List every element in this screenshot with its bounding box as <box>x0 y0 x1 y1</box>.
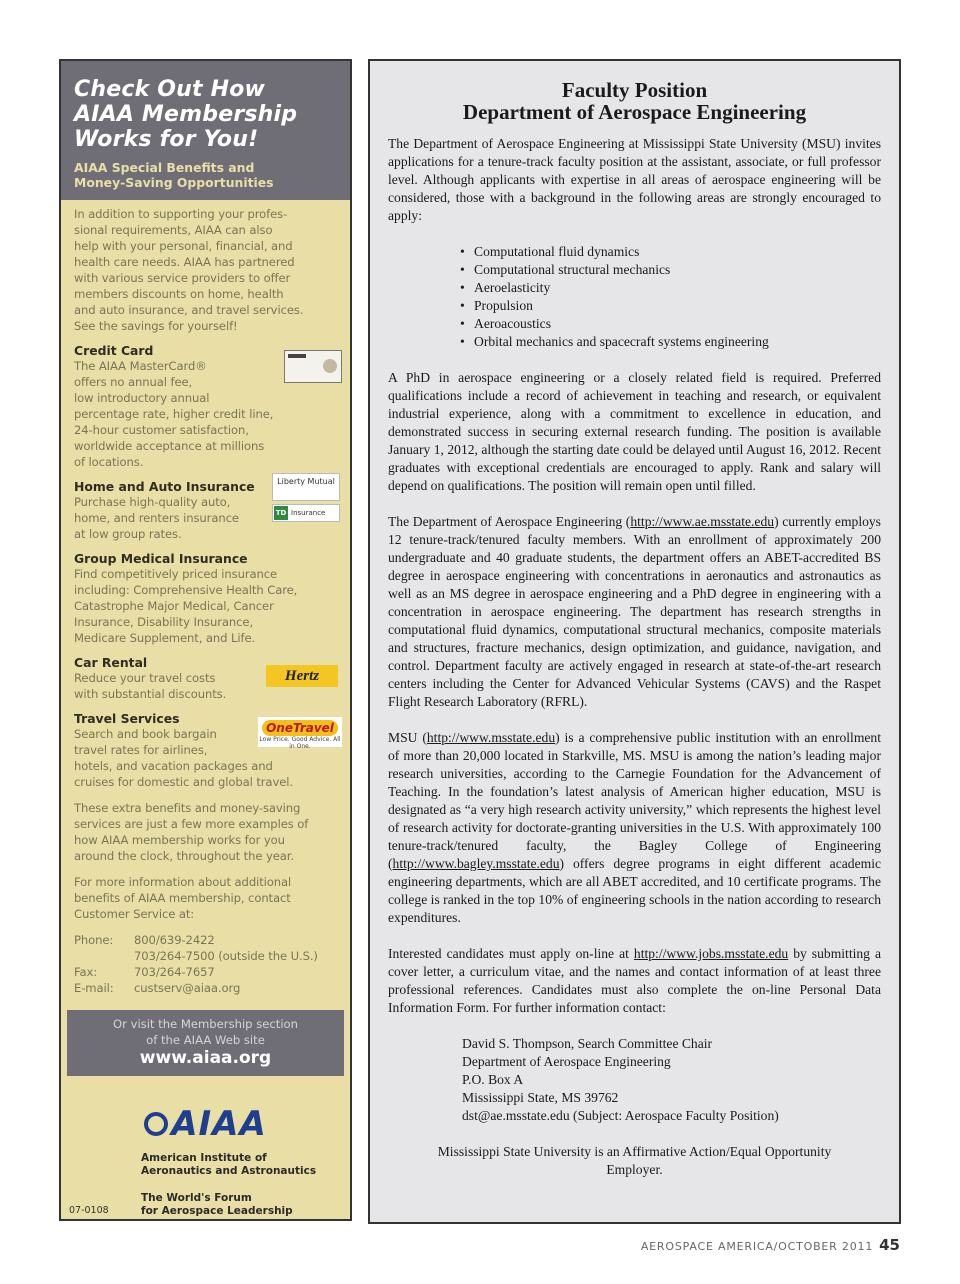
liberty-mutual-logo: Liberty Mutual <box>272 473 340 501</box>
eoe-statement: Mississippi State University is an Affirmative Action/Equal Opportunity Employer. <box>437 1144 832 1177</box>
website-url: www.aiaa.org <box>139 1048 272 1068</box>
benefits-body: In addition to supporting your profes- sional requirements, AIAA can also help with your personal, financial, and health care needs. AIAA has partnered with various service providers to offer members discounts on home, health and auto insurance, and travel services. See the savings for yourself! <box>74 207 304 333</box>
bagley-link[interactable]: http://www.bagley.msstate.edu <box>392 856 560 871</box>
posting-title: Faculty Position Department of Aerospace Engineering <box>462 78 807 124</box>
page-number: 45 <box>879 1236 900 1254</box>
aiaa-ring-icon <box>144 1112 168 1136</box>
ad-contact-info: Phone: 800/639-2422 703/264-7500 (outside the U.S.) Fax: 703/264-7657 E-mail: custserv@aiaa.org <box>74 933 318 995</box>
credit-card-heading: Credit Card <box>74 343 154 358</box>
extra-benefits: These extra benefits and money-saving services are just a few more examples of how AIAA membership works for you around the clock, throughout the year. <box>74 801 309 863</box>
travel-heading: Travel Services <box>74 711 180 726</box>
car-rental-section <box>61 655 350 702</box>
travel-body: Search and book bargain travel rates for airlines, hotels, and vacation packages and cruises for domestic and global travel. <box>74 727 293 789</box>
ad-header <box>61 61 350 200</box>
contact-email: dst@ae.msstate.edu (Subject: Aerospace Faculty Position) <box>462 1108 779 1123</box>
list-item: • Aeroelasticity <box>460 279 881 297</box>
areas-list <box>388 243 881 351</box>
medical-section <box>61 551 350 646</box>
ad-code: 07-0108 <box>69 1205 109 1216</box>
credit-card-body: The AIAA MasterCard® offers no annual fee, low introductory annual percentage rate, higher credit line, 24-hour customer satisfaction, worldwide acceptance at millions of locations. <box>74 359 274 469</box>
list-item: • Propulsion <box>460 297 881 315</box>
home-auto-heading: Home and Auto Insurance <box>74 479 255 494</box>
phone-number: 800/639-2422 <box>134 933 215 947</box>
td-insurance-logo: TD Insurance <box>272 504 340 522</box>
benefits-heading: AIAA Special Benefits and Money-Saving Opportunities <box>74 160 274 190</box>
msu-link[interactable]: http://www.msstate.edu <box>426 730 556 745</box>
more-info: For more information about additional benefits of AIAA membership, contact Customer Service at: <box>74 875 292 921</box>
page-footer <box>641 1236 900 1254</box>
travel-section <box>61 711 350 790</box>
home-auto-section <box>61 479 350 542</box>
medical-body: Find competitively priced insurance including: Comprehensive Health Care, Catastrophe Major Medical, Cancer Insurance, Disability Insurance, Medicare Supplement, and Life. <box>74 567 298 645</box>
department-paragraph: The Department of Aerospace Engineering (http://www.ae.msstate.edu) currently employs 12 tenure-track/tenured faculty members. With an enrollment of approximately 200 undergraduate and 40 graduate students, the department offers an ABET-accredited BS degree in aerospace engineering with concentrations in aeronautics and astronautics as well as an MS degree in aerospace engineering and a PhD degree in engineering with a concentration in aerospace engineering. The department has research strengths in computational fluid dynamics, computational structural mechanics, composite materials and structures, fracture mechanics, design optimization, and guidance, navigation, and control. Department faculty are actively engaged in research at state-of-the-art research centers including the Center for Advanced Vehicular Systems (CAVS) and the Raspet Flight Research Laboratory (RFRL). <box>388 514 881 709</box>
ad-headline: Check Out How AIAA Membership Works for You! <box>74 77 298 152</box>
msu-paragraph: MSU (http://www.msstate.edu) is a comprehensive public institution with an enrollment of more than 20,000 located in Starkville, MS. MSU is among the nation’s leading major research universities, according to the Carnegie Foundation for the Advancement of Teaching. In the foundation’s latest analysis of American higher education, MSU is designated as “a very high research activity university,” which represents the highest level of research activity for doctorate-granting universities in the U.S. With approximately 100 tenure-track/tenured faculty, the Bagley College of Engineering (http://www.bagley.msstate.edu) offers degree programs in eight different academic engineering departments, which are all ABET accredited, and 10 certificate programs. The college is ranked in the top 10% of engineering schools in the nation according to research expenditures. <box>388 730 882 925</box>
onetravel-logo: OneTravel Low Price. Good Advice. All in One. <box>258 717 342 747</box>
faculty-position-posting <box>368 59 901 1224</box>
home-auto-body: Purchase high-quality auto, home, and renters insurance at low group rates. <box>74 495 239 541</box>
apply-paragraph: Interested candidates must apply on-line at http://www.jobs.msstate.edu by submitting a cover letter, a curriculum vitae, and the names and contact information of at least three professional references. Candidates must also complete the on-line Personal Data Information Form. For further information contact: <box>388 946 881 1015</box>
jobs-link[interactable]: http://www.jobs.msstate.edu <box>633 946 789 961</box>
car-rental-body: Reduce your travel costs with substantial discounts. <box>74 671 227 701</box>
hertz-logo: Hertz <box>266 665 338 687</box>
phone-number-intl: 703/264-7500 (outside the U.S.) <box>134 949 318 963</box>
credit-card-section <box>61 343 350 470</box>
search-contact: David S. Thompson, Search Committee Chair Department of Aerospace Engineering P.O. Box A Mississippi State, MS 39762 dst@ae.msstate.edu (Subject: Aerospace Faculty Position) <box>388 1035 881 1125</box>
list-item: • Computational fluid dynamics <box>460 243 881 261</box>
benefits-section <box>61 200 350 334</box>
list-item: • Computational structural mechanics <box>460 261 881 279</box>
car-rental-heading: Car Rental <box>74 655 148 670</box>
list-item: • Orbital mechanics and spacecraft systems engineering <box>460 333 881 351</box>
credit-card-icon <box>284 350 342 383</box>
aiaa-membership-ad <box>59 59 352 1221</box>
department-link[interactable]: http://www.ae.msstate.edu <box>630 514 775 529</box>
list-item: • Aeroacoustics <box>460 315 881 333</box>
intro-paragraph: The Department of Aerospace Engineering at Mississippi State University (MSU) invites applications for a tenure-track faculty position at the assistant, associate, or full professor level. Although applicants with expertise in all areas of aerospace engineering will be considered, those with a background in the following areas are strongly encouraged to apply: <box>388 136 881 223</box>
aiaa-logo: AIAA <box>61 1104 350 1144</box>
mastercard-image <box>284 350 342 383</box>
fax-number: 703/264-7657 <box>134 965 215 979</box>
email-address: custserv@aiaa.org <box>134 981 241 995</box>
aiaa-institute-name: American Institute of Aeronautics and Astronautics <box>141 1152 317 1177</box>
website-band: Or visit the Membership section of the AIAA Web site www.aiaa.org <box>67 1010 344 1076</box>
magazine-issue: AEROSPACE AMERICA/OCTOBER 2011 <box>640 1240 874 1253</box>
medical-heading: Group Medical Insurance <box>74 551 248 566</box>
aiaa-tagline: The World's Forum for Aerospace Leadership <box>141 1192 293 1217</box>
requirements-paragraph: A PhD in aerospace engineering or a closely related field is required. Preferred qualifications include a record of achievement in teaching and research, or equivalent industrial experience, along with a commitment to excellence in education, and demonstrated success in securing external research funding. The position is available January 1, 2012, although the starting date could be delayed until August 16, 2012. Recent graduates with exceptional credentials are encouraged to apply. Rank and salary will depend on qualifications. The position will remain open until filled. <box>388 370 881 493</box>
